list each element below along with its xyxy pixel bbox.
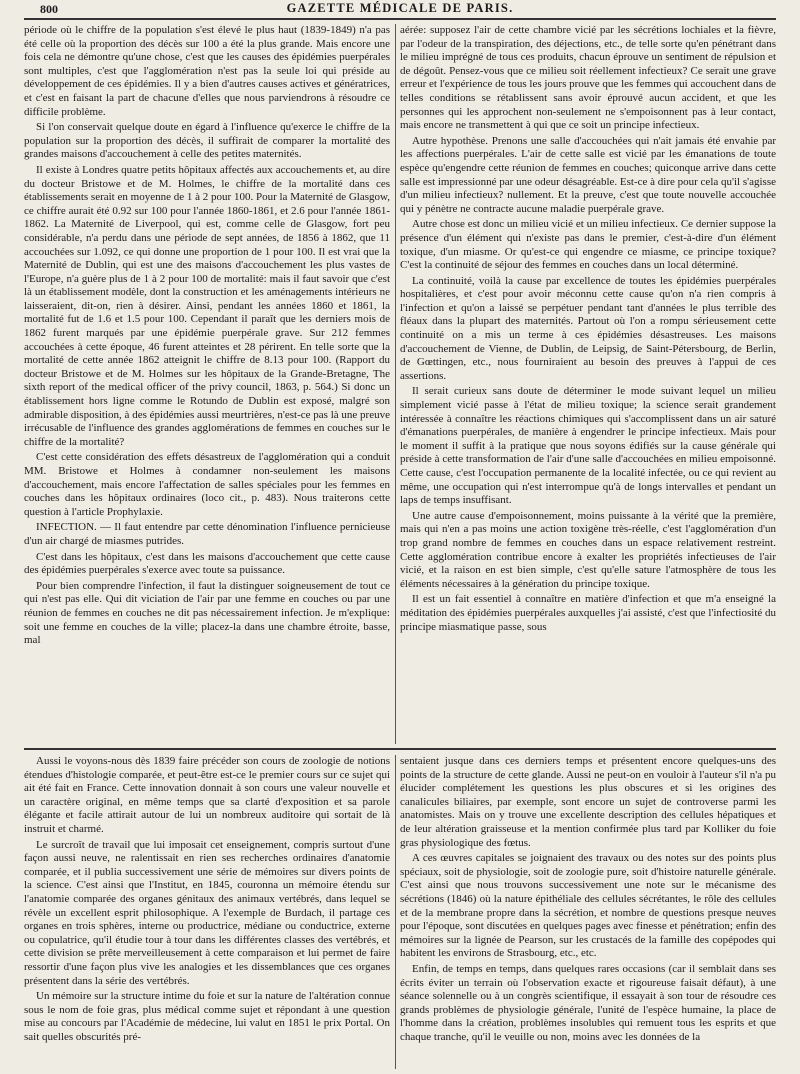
- upper-left-column: [24, 24, 390, 744]
- journal-title: GAZETTE MÉDICALE DE PARIS.: [286, 1, 514, 15]
- lower-left-column: [24, 755, 390, 1069]
- paragraph: aérée: supposez l'air de cette chambre vicié par les sécrétions lochiales et la fièvre, par l'odeur de la transpiration, des déjections, etc., de telle sorte qu'en pénétrant dans le milieu imprégné de tous ces produits, chacun éprouve un sentiment de répulsion et de dégoût. Pensez-vous que ce milieu soit réellement infectieux? Ce serait une grave erreur et l'expérience de tous les jours prouve que les femmes qui accouchent dans de telles conditions se rétablissent sans avoir éprouvé aucun accident, et que les personnes qui les approchent non-seulement ne s'empoisonnent pas à leur contact, mais encore ne transmettent à qui que ce soit un principe infectieux.: [400, 24, 776, 132]
- upper-right-column: [400, 24, 776, 744]
- paragraph: Autre hypothèse. Prenons une salle d'accouchées qui n'ait jamais été envahie par les affections puerpérales. L'air de cette salle est vicié par les émanations de toute espèce qu'engendre cette réunion de femmes en couches; quiconque arrive dans cette salle est impressionné par une odeur désagréable. Est-ce à dire pour cela qu'il s'agisse d'un milieu infectieux? nullement. Et la preuve, c'est que toute nouvelle accouchée qui y pénètre ne contracte aucune maladie puerpérale grave.: [400, 134, 776, 215]
- paragraph: A ces œuvres capitales se joignaient des travaux ou des notes sur des points plus spéciaux, soit de physiologie, soit de zoologie pure, soit d'histoire naturelle générale. C'est ainsi que nous trouvons successivement une note sur le mécanisme des sécrétions (1846) où la nature épithéliale des cellules sécrétantes, le rôle des cellules et de la membrane propre dans la sécrétion, et nombre de questions presque neuves pour l'époque, sont discutées en quelques pages avec finesse et pénétration; enfin des mémoires sur la lignée de Pearson, sur les crustacés de la famille des copépodes qui habitent les environs de Strasbourg, etc., etc.: [400, 852, 776, 960]
- paragraph: Une autre cause d'empoisonnement, moins puissante à la vérité que la première, mais qui n'en a pas moins une action toxigène très-réelle, c'est l'agglomération d'un trop grand nombre de femmes en couches dans un espace relativement restreint. Cette agglomération contribue encore à exalter les propriétés infectieuses de l'air vicié, et la raison en est bien simple, c'est qu'elle sature l'atmosphère de tous les éléments nécessaires à la génération du principe toxique.: [400, 509, 776, 590]
- section-rule: [24, 748, 776, 750]
- paragraph: Enfin, de temps en temps, dans quelques rares occasions (car il semblait dans ses écrits éviter un terrain où l'observation exacte et rigoureuse faisait défaut), à une séance solennelle ou à un congrès scientifique, il essayait à son tour de résoudre ces grands problèmes de physiologie générale, l'unité de l'espèce humaine, la place de l'homme dans la création, problèmes insolubles qui remuent tous les esprits et que chaque tranche, qu'il le veuille ou non, moins avec les données de la: [400, 962, 776, 1043]
- paragraph: INFECTION. — Il faut entendre par cette dénomination l'influence pernicieuse d'un air chargé de miasmes putrides.: [24, 521, 390, 547]
- page-header: [0, 0, 800, 18]
- paragraph: Il existe à Londres quatre petits hôpitaux affectés aux accouchements et, au dire du docteur Bristowe et de M. Holmes, le chiffre de la mortalité dans ces établissements serait en moyenne de 1 à 2 pour 100. Pour la Maternité de Glasgow, ce chiffre aurait été 0.92 sur 100 pour l'année 1860-1861, et 2.6 pour l'année 1861-1862. La Maternité de Liverpool, qui est, comme celle de Glasgow, fort peu considérable, n'a perdu dans une période de sept années, de 1856 à 1862, que 11 accouchées sur 1.092, ce qui donne une proportion de 1 pour 100. Il est vrai que la Maternité de Dublin, qui est une des maisons d'accouchement les plus vastes de l'Europe, n'a guère plus de 1 à 2 pour 100 de mortalité: mais il faut savoir que c'est là un établissement modèle, dont la construction et les aménagements intérieurs ne laisseraient, dit-on, rien à désirer. Ainsi, pendant les années 1860 et 1861, la mortalité fut de 1.6 et 1.5 pour 100. Cependant il paraît que les derniers mois de 1862 furent marqués par une épidémie puerpérale grave. Sur 212 femmes accouchées à cette époque, 46 furent atteintes et 28 périrent. En telle sorte que la mortalité de cette année 1862 atteignit le chiffre de 8.13 pour 100. (Rapport du docteur Bristowe et de M. Holmes sur les hôpitaux de la Grande-Bretagne, The sixth report of the medical officer of the privy council, 1863, p. 564.) Si donc un établissement hors ligne comme le Rotundo de Dublin est exposé, malgré son admirable disposition, à des épidémies aussi meurtrières, n'est-ce pas là une preuve irrécusable de l'influence des grandes agglomérations de femmes en couches sur le chiffre de la mortalité?: [24, 163, 390, 448]
- paragraph: Pour bien comprendre l'infection, il faut la distinguer soigneusement de tout ce qui n'est pas elle. Qui dit viciation de l'air par une femme en couches ou par une réunion de femmes en couches ne dit pas nécessairement infection. Je m'explique: soit une femme en couches de la ville; placez-la dans une chambre étroite, basse, mal: [24, 579, 390, 647]
- paragraph: Il serait curieux sans doute de déterminer le mode suivant lequel un milieu simplement vicié passe à l'état de milieu toxique; la science serait grandement intéressée à connaître les réactions chimiques qui s'accomplissent dans un air saturé d'émanations puerpérales, de manière à engendrer le principe infectieux. Mais pour le moment il suffit à la pratique que nous soyons édifiés sur la cause générale qui préside à cette transformation de l'air d'une salle d'accouchées en milieu empoisonné. Cette cause, c'est l'occupation permanente de la localité infectée, ou ce qui revient au même, une occupation qui n'est interrompue qu'à de longs intervalles et pendant un laps de temps insuffisant.: [400, 385, 776, 507]
- paragraph: période où le chiffre de la population s'est élevé le plus haut (1839-1849) n'a pas été celle où la proportion des décès sur 100 a été la plus grande. Mais encore une fois cela ne démontre qu'une chose, c'est que les causes des épidémies puerpérales sont multiples, c'est que l'agglomération n'est pas la seule loi qui préside au développement de ces épidémies. Il y a bien d'autres causes actives et génératrices, et c'est en faisant la part de chacune d'elles que nous parviendrons à résoudre ce difficile problème.: [24, 24, 390, 118]
- paragraph: Il est un fait essentiel à connaître en matière d'infection et que m'a enseigné la méditation des épidémies puerpérales auxquelles j'ai assisté, c'est que l'infectiosité du principe miasmatique passe, sous: [400, 593, 776, 633]
- lower-right-column: [400, 755, 776, 1069]
- paragraph: C'est dans les hôpitaux, c'est dans les maisons d'accouchement que cette cause des épidémies puerpérales s'exerce avec toute sa puissance.: [24, 550, 390, 577]
- paragraph: C'est cette considération des effets désastreux de l'agglomération qui a conduit MM. Bristowe et Holmes à condamner non-seulement les maisons d'accouchement, mais encore l'affectation de salles spéciales pour les femmes en couches dans les hôpitaux ordinaires (loco cit., p. 483). Nous traiterons cette question à l'article Prophylaxie.: [24, 451, 390, 518]
- paragraph: Le surcroît de travail que lui imposait cet enseignement, compris surtout d'une façon aussi neuve, ne ralentissait en rien ses recherches ordinaires d'anatomie comparée, et il publia successivement une série de mémoires sur divers points de la science. C'est ainsi que l'Institut, en 1845, couronna un mémoire étendu sur l'anatomie comparée des organes génitaux des animaux vertébrés, dans lequel se révèle un excellent esprit philosophique. A l'exemple de Burdach, il partage ces organes en trois sphères, interne ou productrice, médiane ou conductrice, externe ou copulatrice, qu'il étudie tour à tour dans les différentes classes des vertébrés, et cette division se prête merveilleusement à cette comparaison et lui permet de faire ressortir d'une façon plus vive les analogies et les dissemblances que ces organes présentent dans la série des vertébrés.: [24, 838, 390, 987]
- paragraph: Autre chose est donc un milieu vicié et un milieu infectieux. Ce dernier suppose la présence d'un élément qui n'existe pas dans le premier, c'est-à-dire d'un élément toxique, d'un miasme. Or qu'est-ce qui engendre ce miasme, ce principe toxique? C'est la continuité de séjour des femmes en couches dans un local déterminé.: [400, 218, 776, 272]
- paragraph: La continuité, voilà la cause par excellence de toutes les épidémies puerpérales hospitalières, et c'est pour avoir méconnu cette cause qu'on n'a rien compris à l'infection et qu'on a laissé se perpétuer pendant tant d'années le plus terrible des fléaux dans la plupart des maternités. Partout où l'on a rompu sérieusement cette continuité on a mis un terme à ces épidémies désastreuses. Les maisons d'accouchement de Vienne, de Dublin, de Leipsig, de Saint-Pétersbourg, de Berlin, de Gœttingen, etc., nous fourniraient au besoin des preuves à l'appui de ces assertions.: [400, 274, 776, 382]
- column-divider: [395, 755, 396, 1069]
- paragraph: Aussi le voyons-nous dès 1839 faire précéder son cours de zoologie de notions étendues d'histologie comparée, et peut-être est-ce le premier cours sur ce sujet qui ait été fait en France. Cette innovation donnait à son cours une valeur nouvelle et un caractère original, en même temps que sa clarté d'exposition et sa parole élégante et facile attirait autour de lui un nombreux auditoire qui sortait de là instruit et charmé.: [24, 755, 390, 835]
- header-rule: [24, 18, 776, 20]
- paragraph: Si l'on conservait quelque doute en égard à l'influence qu'exerce le chiffre de la population sur la proportion des décès, il suffirait de comparer la mortalité des grandes maisons d'accouchement à celle des petites maternités.: [24, 121, 390, 161]
- column-divider: [395, 24, 396, 744]
- page-number: 800: [40, 2, 58, 16]
- paragraph: sentaient jusque dans ces derniers temps et présentent encore quelques-uns des points de la structure de cette glande. Aussi ne peut-on en vouloir à l'auteur s'il n'a pu élucider complétement les questions les plus obscures et si les origines des canalicules biliaires, par exemple, sont encore un sujet de controverse parmi les anatomistes. Mais on y trouve une excellente description des cellules hépatiques et de leur altération graisseuse et la mention confirmée plus tard par Kolliker du foie gras physiologique des fœtus.: [400, 755, 776, 849]
- paragraph: Un mémoire sur la structure intime du foie et sur la nature de l'altération connue sous le nom de foie gras, plus médical comme sujet et répondant à une question mise au concours par l'Académie de médecine, lui valut en 1851 le prix Portal. On sait quelles obscurités pré-: [24, 990, 390, 1043]
